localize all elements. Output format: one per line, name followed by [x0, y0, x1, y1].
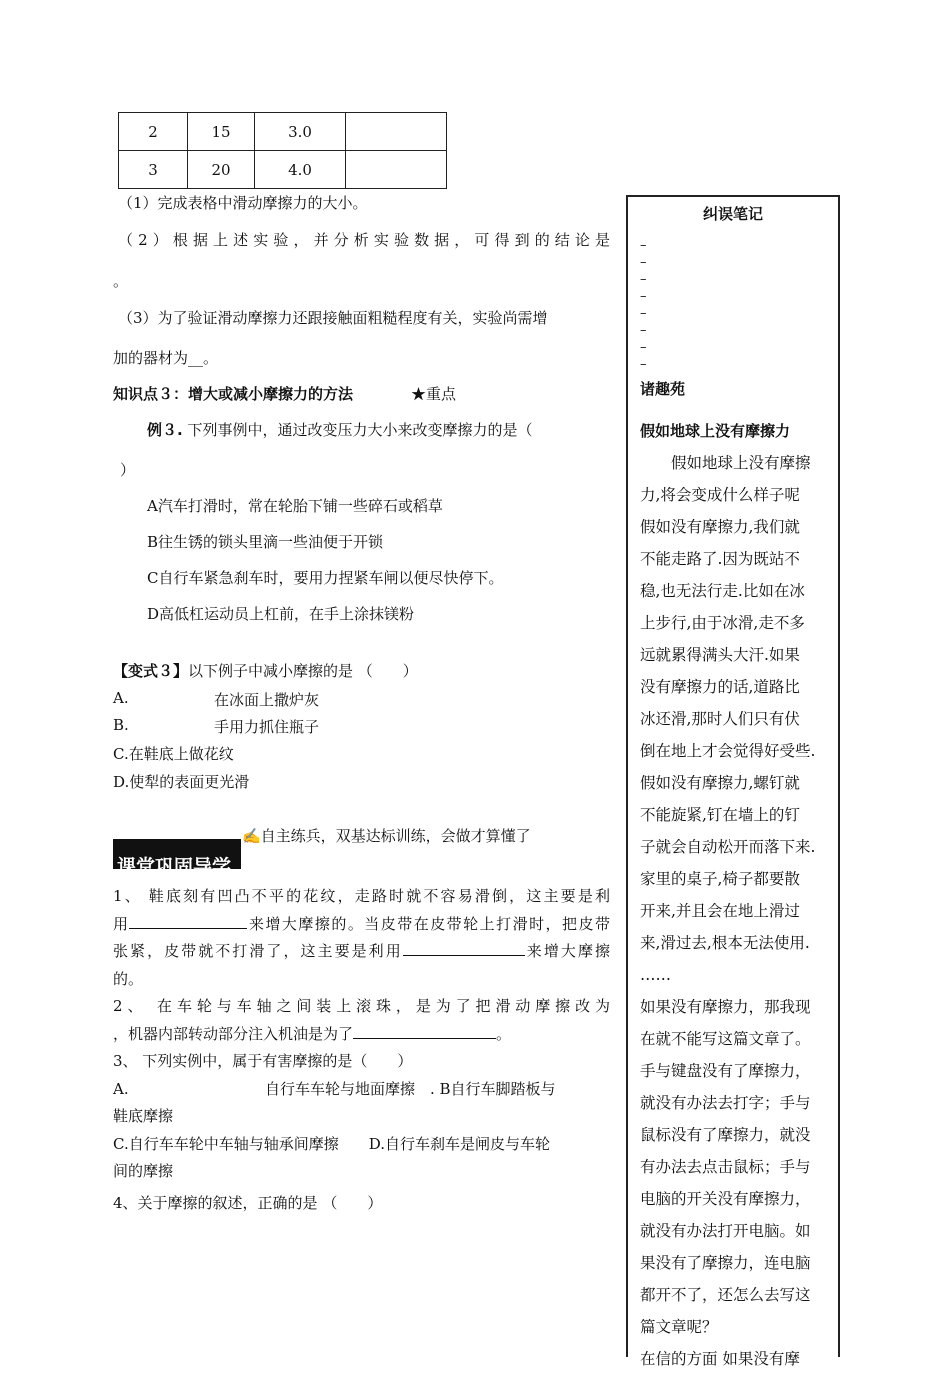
text-fragment: ，机器内部转动部分注入机油是为了	[113, 1024, 354, 1043]
note-line: –	[640, 357, 647, 372]
example-option-b: B往生锈的锁头里滴一些油便于开锁	[147, 533, 384, 551]
example-close-paren: ）	[120, 461, 136, 479]
example-label: 例３.	[147, 421, 183, 439]
knowledge-point-heading: 知识点３：增大或减小摩擦力的方法	[113, 385, 354, 403]
example-3	[147, 419, 533, 440]
exercise-3-options-ab	[113, 1076, 610, 1104]
text-fragment: 张紧，皮带就不打滑了，这主要是利用	[113, 942, 403, 960]
text-fragment: 用	[113, 914, 130, 933]
article-line: 在就不能写这篇文章了。	[640, 1030, 811, 1048]
article-line: 倒在地上才会觉得好受些.	[640, 742, 816, 760]
table-cell: 3	[119, 151, 188, 189]
exercise-3-line: C.自行车车轮中车轴与轴承间摩擦 D.自行车刹车是闸皮与车轮	[113, 1134, 550, 1153]
variant-option-a: 在冰面上撒炉灰	[214, 691, 320, 709]
exercise-1-line: 的。	[113, 969, 144, 988]
exercise-3	[113, 1048, 610, 1186]
question-2-end: 。	[113, 272, 129, 290]
exercise-1-line	[113, 911, 610, 939]
example-option-a: A汽车打滑时，常在轮胎下铺一些碎石或稻草	[147, 497, 443, 515]
note-line: –	[640, 323, 647, 338]
data-table	[118, 112, 447, 189]
table-cell: 20	[188, 151, 255, 189]
answer-blank[interactable]	[129, 914, 247, 929]
exercise-1-line: 1、 鞋底刻有凹凸不平的花纹，走路时就不容易滑倒，这主要是利	[113, 887, 610, 905]
article-line: 有办法去点击鼠标；手与	[640, 1158, 811, 1176]
article-line: 冰还滑,那时人们只有伏	[640, 710, 800, 728]
article-line: 不能旋紧,钉在墙上的钉	[640, 806, 800, 824]
variant-option-a-letter: A.	[113, 689, 129, 707]
note-line: –	[640, 306, 647, 321]
article-line: 来,滑过去,根本无法使用.	[640, 934, 810, 952]
variant-option-d: D.使犁的表面更光滑	[113, 773, 250, 791]
exercise-3-question: 3、 下列实例中，属于有害摩擦的是（ ）	[113, 1052, 413, 1070]
variant-option-c: C.在鞋底上做花纹	[113, 745, 234, 763]
article-line: 在信的方面 如果没有摩	[640, 1350, 800, 1368]
section-banner	[113, 839, 241, 878]
article-line: 不能走路了.因为既站不	[640, 550, 800, 568]
notes-title: 纠误笔记	[702, 205, 763, 223]
question-2: （2）根据上述实验，并分析实验数据，可得到的结论是	[118, 231, 610, 249]
exercise-3-line: 间的摩擦	[113, 1162, 174, 1180]
question-1: （1）完成表格中滑动摩擦力的大小。	[118, 194, 368, 212]
article-line: 远就累得满头大汗.如果	[640, 646, 800, 664]
article-line: 如果没有摩擦力，那我现	[640, 998, 811, 1016]
article-line: 稳,也无法行走.比如在冰	[640, 582, 805, 600]
table-cell: 15	[188, 113, 255, 151]
article-line: 力,将会变成什么样子呢	[640, 486, 800, 504]
text-fragment: 来增大摩擦的。当皮带在皮带轮上打滑时，把皮带	[247, 914, 610, 933]
exercise-4: 4、关于摩擦的叙述，正确的是 （ ）	[113, 1194, 383, 1212]
exercise-1-line	[113, 938, 610, 966]
exercise-2-line: 2、 在车轮与车轴之间装上滚珠，是为了把滑动摩擦改为	[113, 997, 610, 1015]
note-line: –	[640, 340, 647, 355]
exercise-1	[113, 883, 610, 993]
article-line: 篇文章呢？	[640, 1318, 718, 1336]
article-line: 就没有办法打开电脑。如	[640, 1222, 811, 1240]
article-title: 假如地球上没有摩擦力	[640, 422, 791, 440]
question-3-end: 加的器材为__。	[113, 349, 219, 367]
variant-option-b-letter: B.	[113, 716, 129, 734]
variant-label: 【变式３】	[113, 662, 189, 680]
table-cell: 2	[119, 113, 188, 151]
fun-section-title: 诸趣苑	[640, 380, 686, 398]
article-line: 电脑的开关没有摩擦力，	[640, 1190, 811, 1208]
text-fragment: 来增大摩擦	[524, 942, 610, 960]
article-line: ……	[640, 966, 671, 984]
text-fragment: 。	[496, 1024, 512, 1043]
variant-3	[113, 660, 418, 681]
table-cell: 3.0	[255, 113, 346, 151]
question-3: （3）为了验证滑动摩擦力还跟接触面粗糙程度有关，实验尚需增	[118, 309, 548, 327]
article-line: 上步行,由于冰滑,走不多	[640, 614, 805, 632]
example-option-d: D高低杠运动员上杠前，在手上涂抹镁粉	[147, 605, 415, 623]
article-line: 假如地球上没有摩擦	[640, 454, 811, 472]
example-option-c: C自行车紧急刹车时，要用力捏紧车闸以便尽快停下。	[147, 569, 504, 587]
article-line: 手与键盘没有了摩擦力，	[640, 1062, 811, 1080]
note-line: –	[640, 255, 647, 270]
article-line: 家里的桌子,椅子都要散	[640, 870, 800, 888]
table-cell: 4.0	[255, 151, 346, 189]
answer-blank[interactable]	[403, 941, 525, 956]
exercise-2-line	[113, 1021, 610, 1049]
table-row	[119, 113, 447, 151]
article-line: 果没有了摩擦力，连电脑	[640, 1254, 811, 1272]
table-cell	[346, 113, 447, 151]
variant-option-b: 手用力抓住瓶子	[214, 718, 320, 736]
table-cell	[346, 151, 447, 189]
note-line: –	[640, 238, 647, 253]
practice-intro: ✍自主练兵，双基达标训练，会做才算懂了	[242, 827, 531, 845]
note-line: –	[640, 289, 647, 304]
article-line: 假如没有摩擦力,螺钉就	[640, 774, 800, 792]
key-point-star: ★重点	[411, 385, 457, 403]
article-line: 鼠标没有了摩擦力，就没	[640, 1126, 811, 1144]
answer-blank[interactable]	[353, 1024, 496, 1039]
notes-sidebar	[626, 195, 840, 1368]
note-line: –	[640, 272, 647, 287]
article-line: 子就会自动松开而落下来.	[640, 838, 816, 856]
banner-label: 课堂巩固导学	[117, 856, 232, 878]
exercise-3-line: 鞋底摩擦	[113, 1107, 174, 1125]
table-row	[119, 151, 447, 189]
variant-question: 以下例子中减小摩擦的是 （ ）	[188, 662, 418, 680]
article-line: 就没有办法去打字；手与	[640, 1094, 811, 1112]
option-letter: A.	[113, 1079, 129, 1098]
article-body	[640, 447, 830, 1375]
example-question: 下列事例中，通过改变压力大小来改变摩擦力的是（	[187, 421, 533, 439]
exercise-2	[113, 993, 610, 1048]
option-text: 自行车车轮与地面摩擦 . B自行车脚踏板与	[265, 1079, 556, 1098]
article-line: 都开不了，还怎么去写这	[640, 1286, 811, 1304]
article-line: 假如没有摩擦力,我们就	[640, 518, 800, 536]
article-line: 没有摩擦力的话,道路比	[640, 678, 800, 696]
article-line: 开来,并且会在地上滑过	[640, 902, 800, 920]
